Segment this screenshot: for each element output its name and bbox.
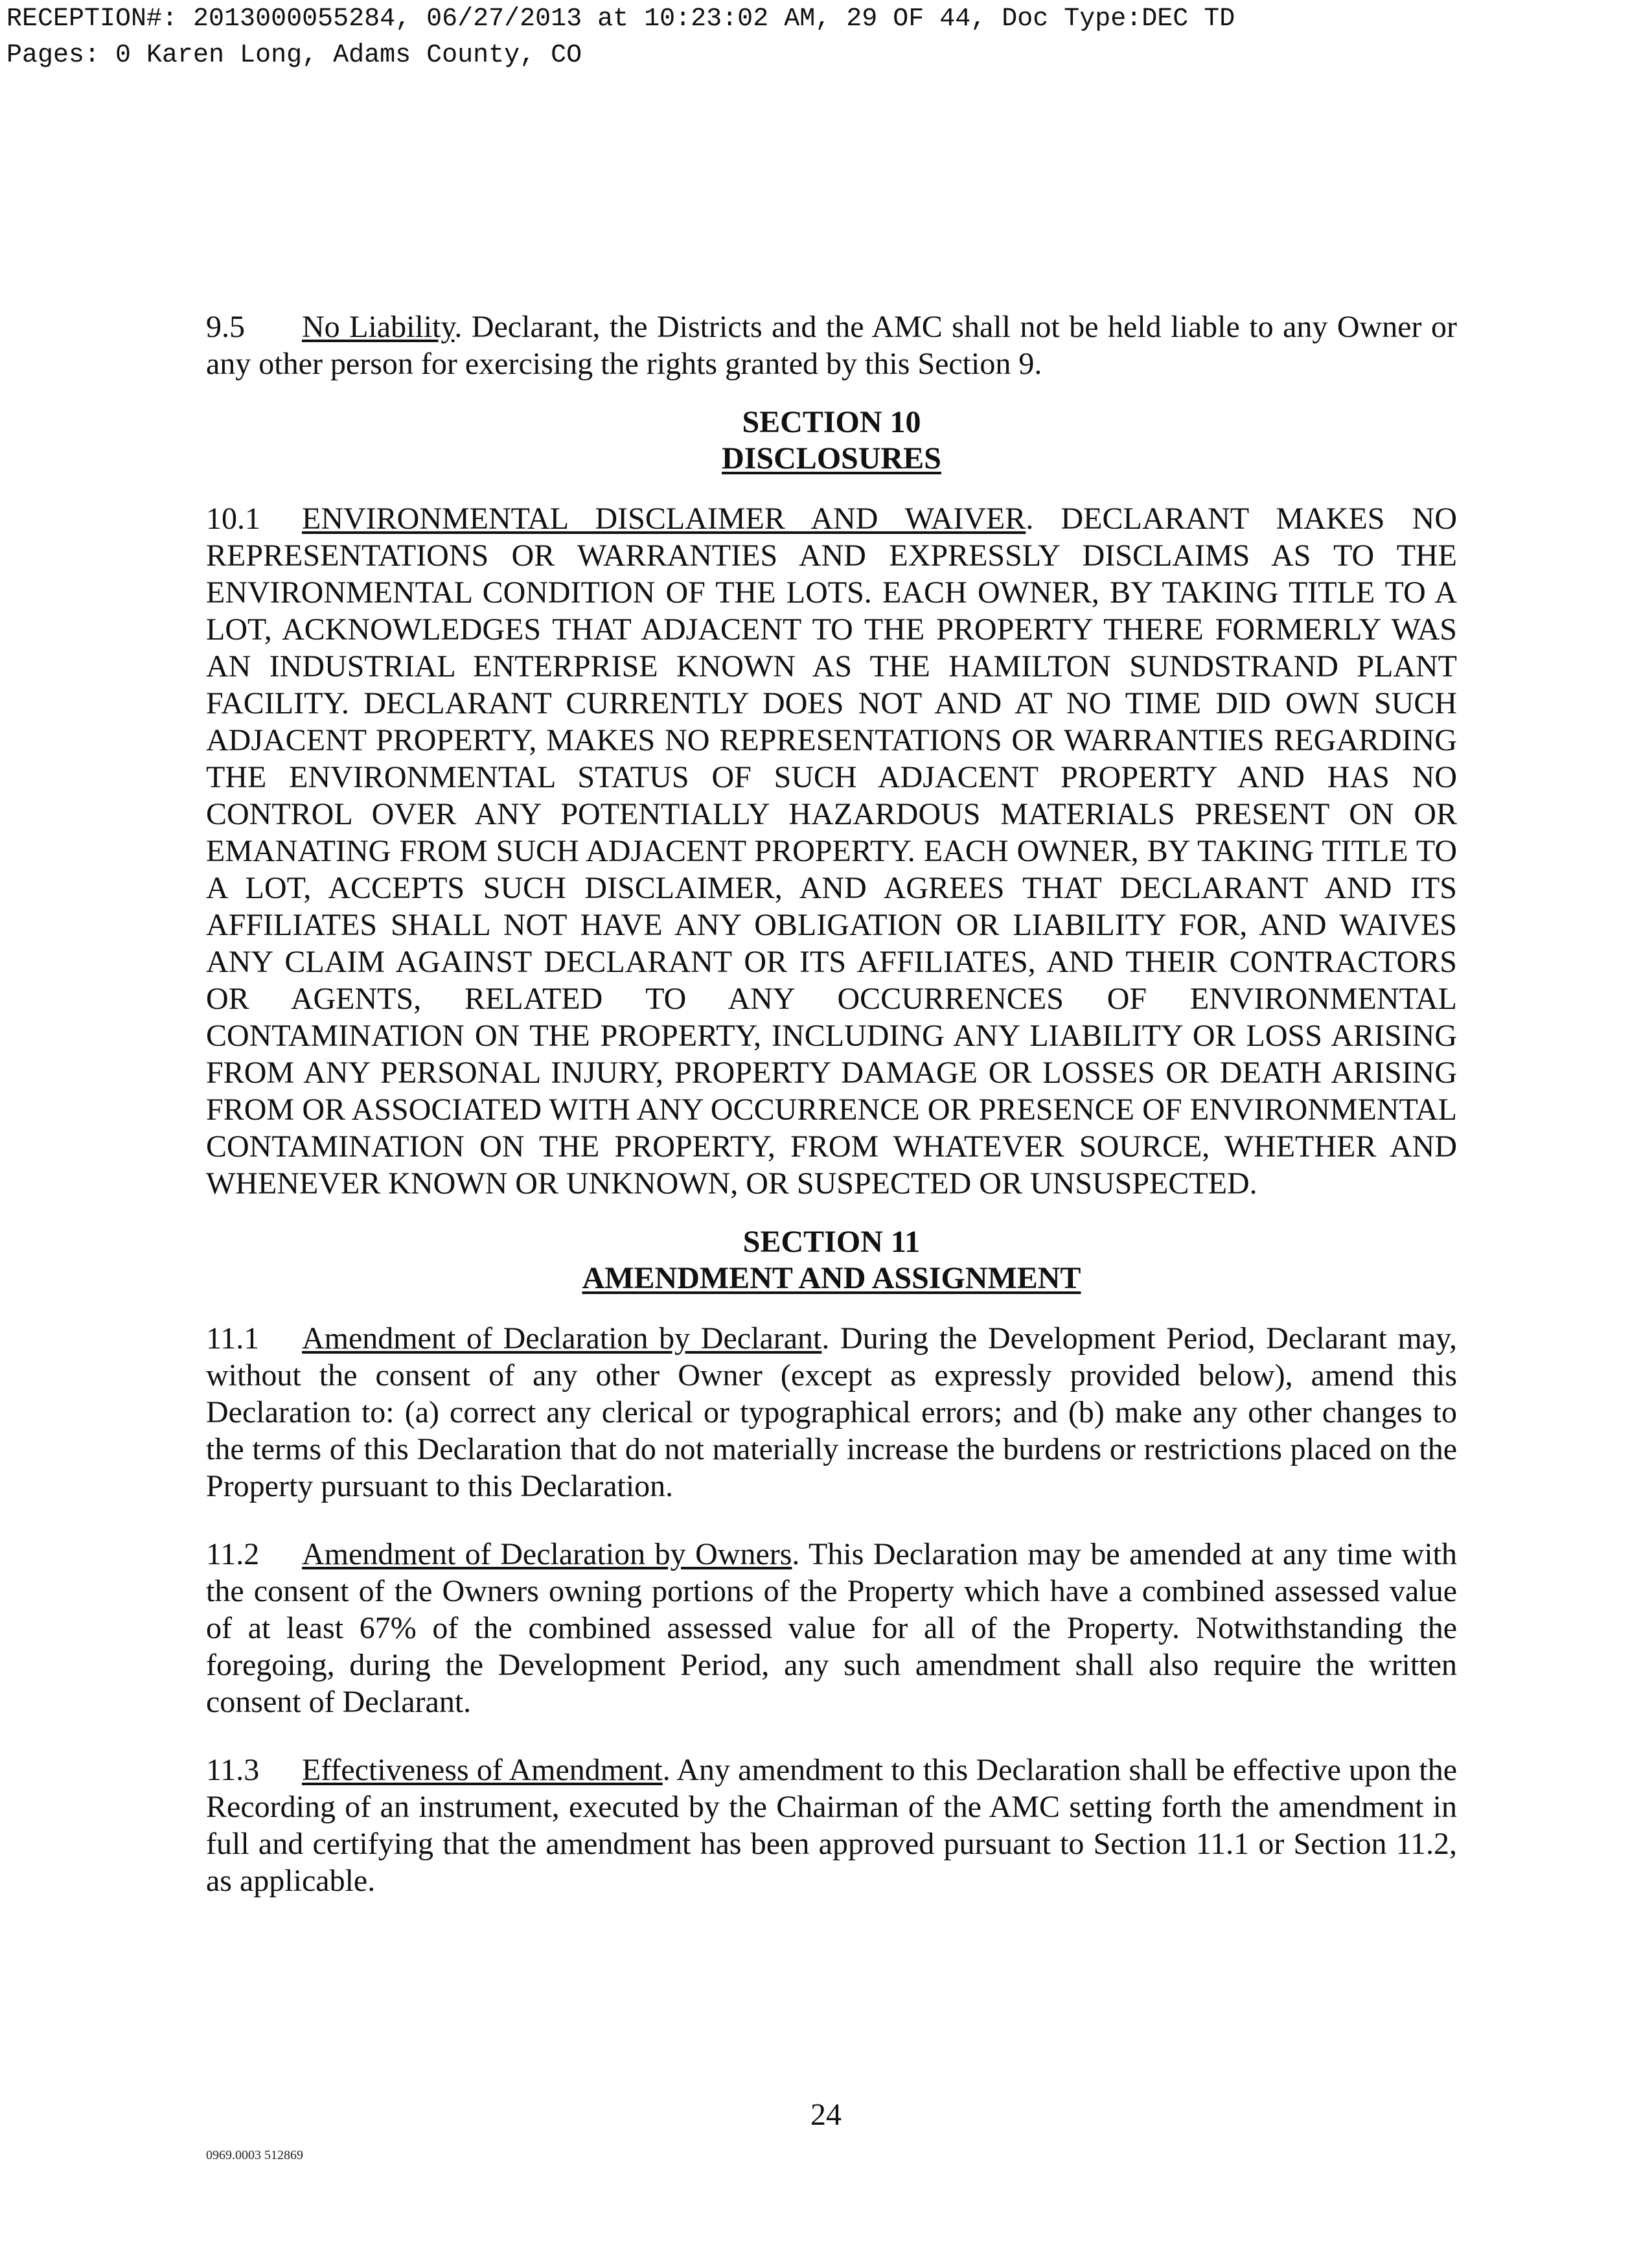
section-11-subheading-text: AMENDMENT AND ASSIGNMENT xyxy=(582,1261,1081,1295)
section-title: ENVIRONMENTAL DISCLAIMER AND WAIVER xyxy=(302,502,1026,536)
section-text: . During the Development Period, Declarant may, without the consent of any other Owner (except as expressly provided below), amend this Declaration to: (a) correct any clerical or typographical errors; and (b) make any other changes to the terms of this Declaration that do not materially increase the burdens or restrictions placed on the Property pursuant to this Declaration. xyxy=(206,1321,1457,1503)
section-number: 11.2 xyxy=(206,1537,260,1571)
section-11-heading: SECTION 11 xyxy=(742,1225,921,1259)
section-title: Amendment of Declaration by Owners xyxy=(302,1537,792,1571)
section-9-5-paragraph xyxy=(206,308,1457,382)
section-number: 11.3 xyxy=(206,1753,260,1787)
document-body xyxy=(206,308,1457,1899)
section-number: 9.5 xyxy=(206,310,245,344)
recording-stamp-line-2: Pages: 0 Karen Long, Adams County, CO xyxy=(6,41,582,70)
section-11-1-paragraph xyxy=(206,1320,1457,1505)
section-10-heading: SECTION 10 xyxy=(742,405,921,439)
section-title: Effectiveness of Amendment xyxy=(302,1753,663,1787)
section-number: 11.1 xyxy=(206,1321,260,1356)
section-11-subheading xyxy=(206,1260,1457,1297)
section-number: 10.1 xyxy=(206,502,260,536)
section-title: No Liability xyxy=(302,310,455,344)
page-number: 24 xyxy=(810,2098,842,2132)
section-text: . Any amendment to this Declaration shall be effective upon the Recording of an instrument, executed by the Chairman of the AMC setting forth the amendment in full and certifying that the amendment has been approved pursuant to Section 11.1 or Section 11.2, as applicable. xyxy=(206,1753,1458,1898)
section-text: . DECLARANT MAKES NO REPRESENTATIONS OR WARRANTIES AND EXPRESSLY DISCLAIMS AS TO THE ENVIRONMENTAL CONDITION OF THE LOTS. EACH OWNER, BY TAKING TITLE TO A LOT, ACKNOWLEDGES THAT ADJACENT TO THE PROPERTY THERE FORMERLY WAS AN INDUSTRIAL ENTERPRISE KNOWN AS THE HAMILTON SUNDSTRAND PLANT FACILITY. DECLARANT CURRENTLY DOES NOT AND AT NO TIME DID OWN SUCH ADJACENT PROPERTY, MAKES NO REPRESENTATIONS OR WARRANTIES REGARDING THE ENVIRONMENTAL STATUS OF SUCH ADJACENT PROPERTY AND HAS NO CONTROL OVER ANY POTENTIALLY HAZARDOUS MATERIALS PRESENT ON OR EMANATING FROM SUCH ADJACENT PROPERTY. EACH OWNER, BY TAKING TITLE TO A LOT, ACCEPTS SUCH DISCLAIMER, AND AGREES THAT DECLARANT AND ITS AFFILIATES SHALL NOT HAVE ANY OBLIGATION OR LIABILITY FOR, AND WAIVES ANY CLAIM AGAINST DECLARANT OR ITS AFFILIATES, AND THEIR CONTRACTORS OR AGENTS, RELATED TO ANY OCCURRENCES OF ENVIRONMENTAL CONTAMINATION ON THE PROPERTY, INCLUDING ANY LIABILITY OR LOSS ARISING FROM ANY PERSONAL INJURY, PROPERTY DAMAGE OR LOSSES OR DEATH ARISING FROM OR ASSOCIATED WITH ANY OCCURRENCE OR PRESENCE OF ENVIRONMENTAL CONTAMINATION ON THE PROPERTY, FROM WHATEVER SOURCE, WHETHER AND WHENEVER KNOWN OR UNKNOWN, OR SUSPECTED OR UNSUSPECTED. xyxy=(206,502,1457,1201)
section-10-subheading xyxy=(206,441,1457,477)
document-code: 0969.0003 512869 xyxy=(206,2148,303,2162)
section-11-3-paragraph xyxy=(206,1752,1457,1899)
recording-stamp-line-1: RECEPTION#: 2013000055284, 06/27/2013 at 10:23:02 AM, 29 OF 44, Doc Type:DEC TD xyxy=(6,5,1235,34)
section-10-subheading-text: DISCLOSURES xyxy=(722,441,941,476)
section-text: . Declarant, the Districts and the AMC shall not be held liable to any Owner or any other person for exercising the rights granted by this Section 9. xyxy=(206,310,1457,381)
recording-stamp xyxy=(6,1,1235,74)
section-title: Amendment of Declaration by Declarant xyxy=(302,1321,822,1356)
section-11-2-paragraph xyxy=(206,1536,1457,1720)
section-10-1-paragraph xyxy=(206,500,1457,1202)
section-text: . This Declaration may be amended at any time with the consent of the Owners owning portions of the Property which have a combined assessed value of at least 67% of the combined assessed value for all of the Property. Notwithstanding the foregoing, during the Development Period, any such amendment shall also require the written consent of Declarant. xyxy=(206,1537,1458,1719)
